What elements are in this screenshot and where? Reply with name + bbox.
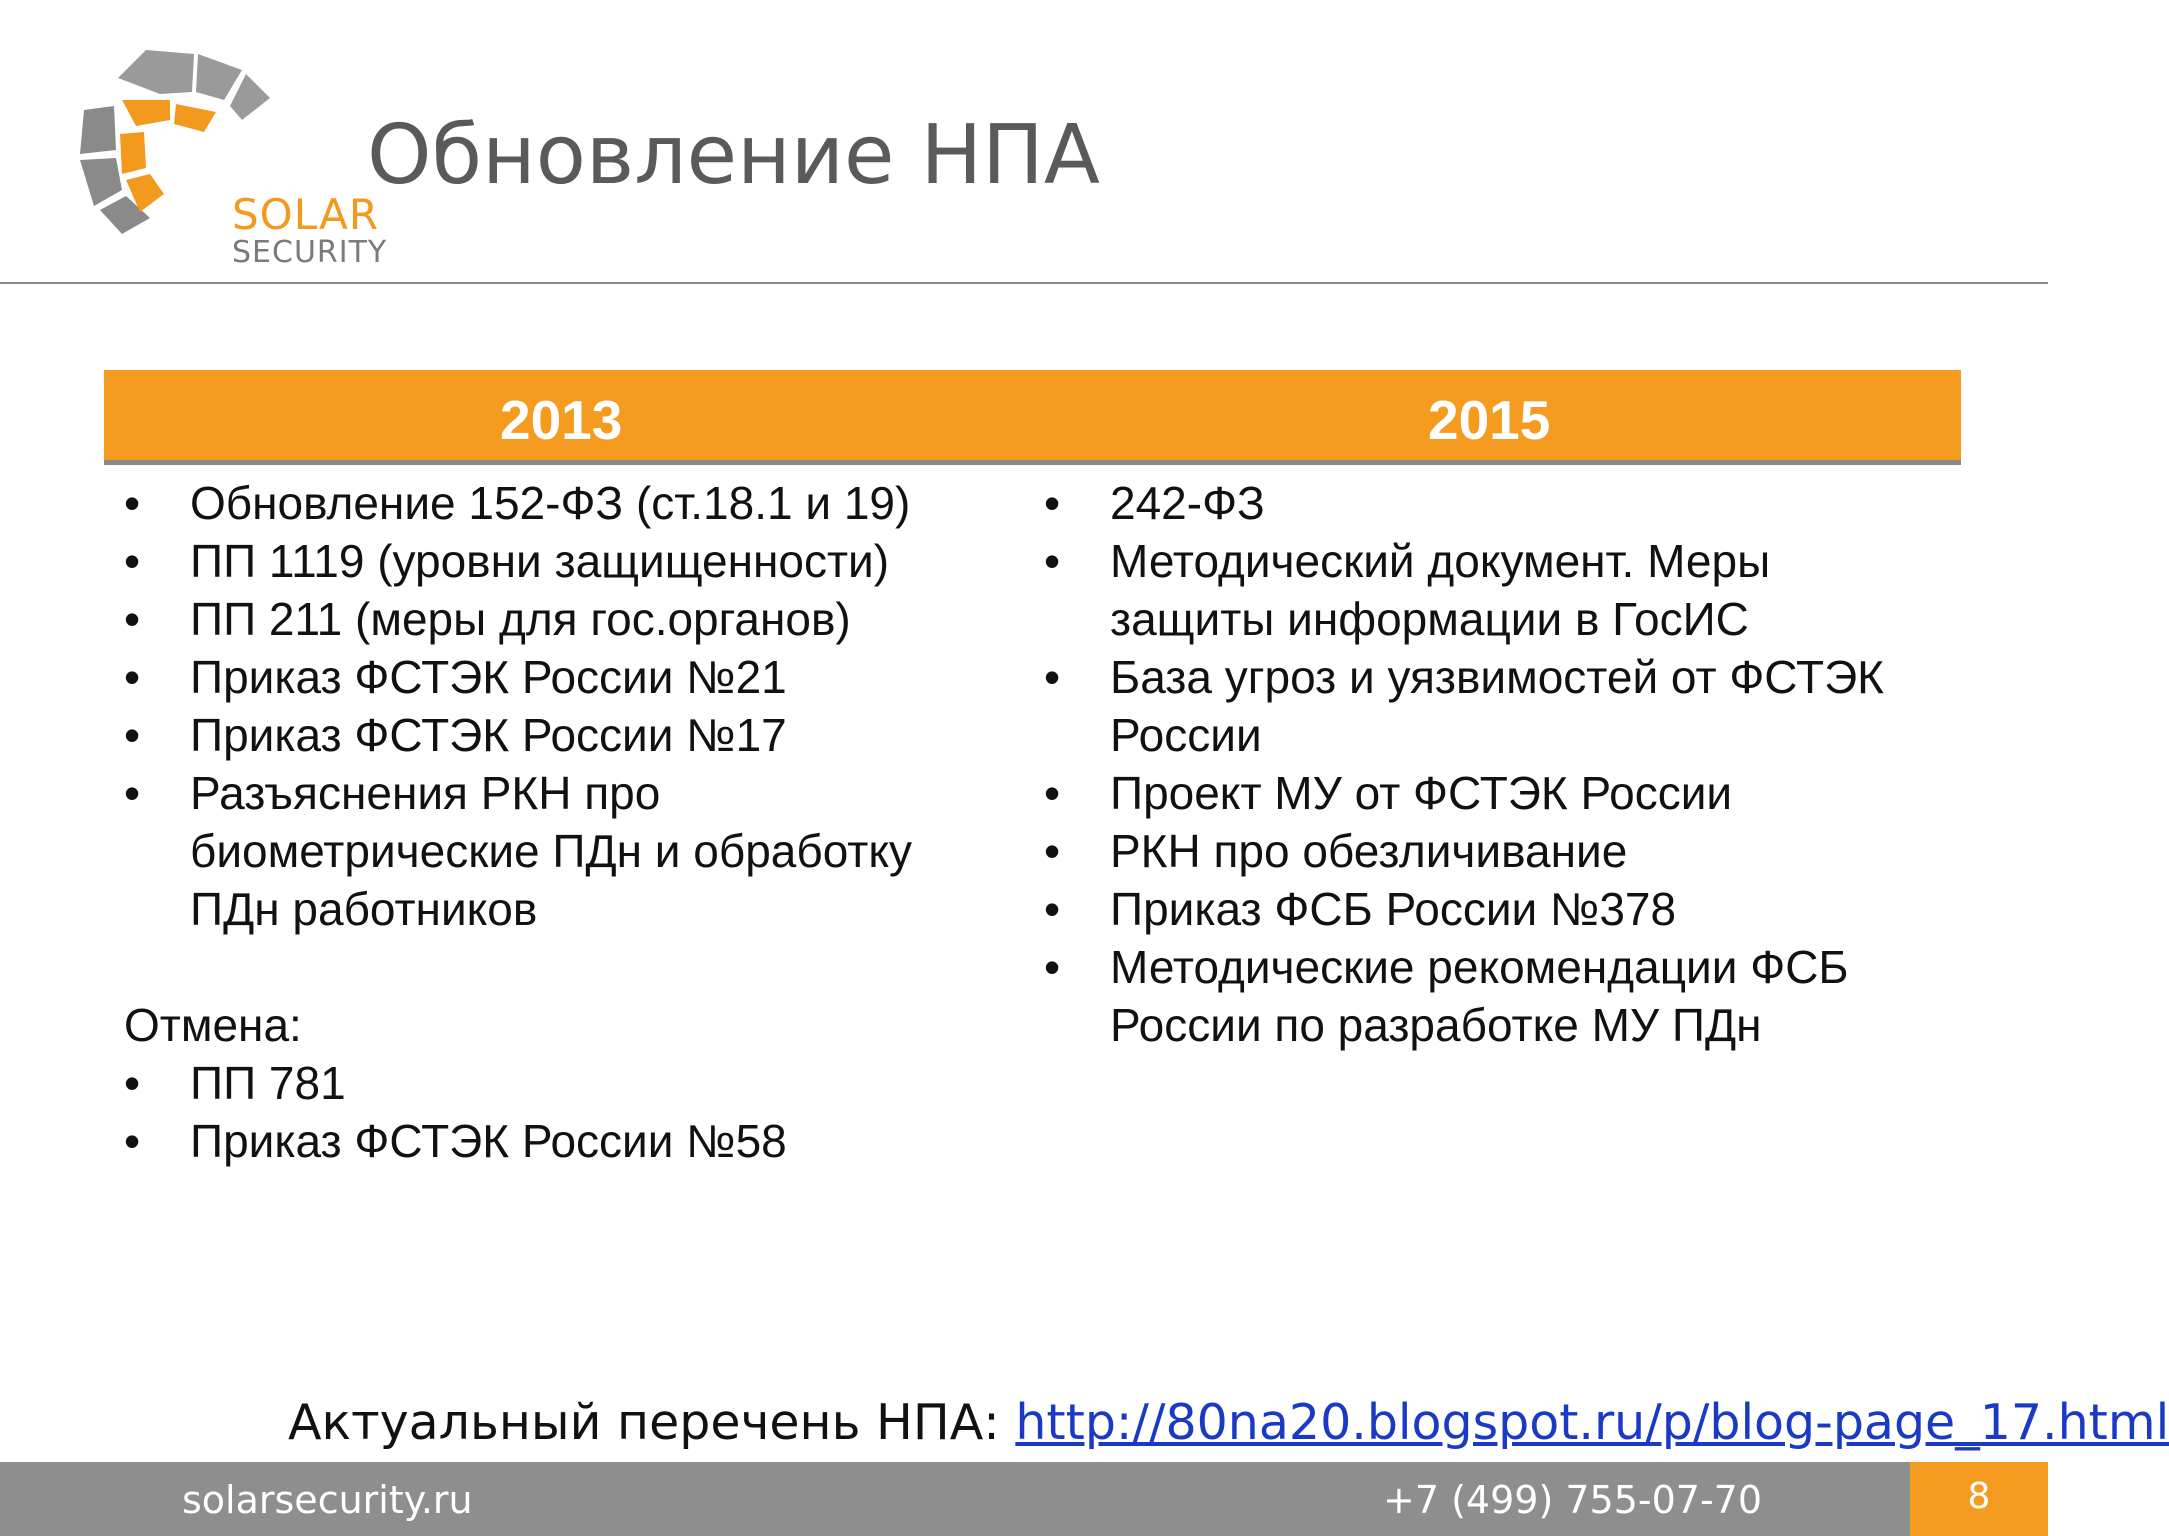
list-item (1044, 822, 1944, 880)
list-2013 (124, 474, 1004, 938)
slide-title: Обновление НПА (367, 108, 1100, 203)
footer-bar (0, 1462, 2048, 1536)
list-item-text: ПП 1119 (уровни защищенности) (190, 535, 890, 587)
footer-website: solarsecurity.ru (182, 1478, 473, 1522)
list-item (1044, 532, 1944, 648)
list-item-text: 242-ФЗ (1110, 477, 1265, 529)
list-item (124, 590, 1004, 648)
list-item-text: База угроз и уязвимостей от ФСТЭК России (1110, 651, 1884, 761)
header-2013: 2013 (500, 389, 623, 451)
list-item (124, 1054, 1004, 1112)
list-item (1044, 938, 1944, 1054)
list-item (1044, 648, 1944, 764)
logo-text (232, 190, 388, 270)
npa-list-link[interactable]: http://80na20.blogspot.ru/p/blog-page_17.html (1015, 1394, 2169, 1451)
bullet-icon: • (1044, 941, 1061, 993)
column-2015 (1044, 474, 1944, 1054)
list-item (124, 648, 1004, 706)
list-item-text: Проект МУ от ФСТЭК России (1110, 767, 1733, 819)
cancel-label: Отмена: (124, 999, 302, 1051)
bullet-icon: • (124, 535, 141, 587)
list-item (124, 474, 1004, 532)
list-item-text: Методический документ. Меры защиты информации в ГосИС (1110, 535, 1771, 645)
list-item-text: Обновление 152-ФЗ (ст.18.1 и 19) (190, 477, 911, 529)
actual-list-line (288, 1394, 2169, 1451)
bullet-icon: • (1044, 883, 1061, 935)
page-number: 8 (1967, 1476, 1991, 1517)
list-item (124, 706, 1004, 764)
bullet-icon: • (124, 651, 141, 703)
page-number-box (1910, 1462, 2048, 1536)
bullet-icon: • (1044, 825, 1061, 877)
list-item-text: Методические рекомендации ФСБ России по разработке МУ ПДн (1110, 941, 1849, 1051)
list-item (1044, 474, 1944, 532)
list-item-text: Приказ ФСТЭК России №58 (190, 1115, 787, 1167)
list-item-text: Приказ ФСТЭК России №21 (190, 651, 787, 703)
bullet-icon: • (1044, 535, 1061, 587)
bullet-icon: • (124, 593, 141, 645)
bullet-icon: • (124, 709, 141, 761)
list-item-text: Разъяснения РКН про биометрические ПДн и обработку ПДн работников (190, 767, 912, 935)
bullet-icon: • (124, 477, 141, 529)
bullet-icon: • (124, 767, 141, 819)
cancel-list (124, 1054, 1004, 1170)
list-item-text: Приказ ФСТЭК России №17 (190, 709, 787, 761)
solar-security-logo (74, 50, 388, 270)
table-header-bar (104, 370, 1961, 465)
list-item-text: РКН про обезличивание (1110, 825, 1628, 877)
list-item-text: ПП 781 (190, 1057, 346, 1109)
list-item-text: ПП 211 (меры для гос.органов) (190, 593, 851, 645)
list-item-text: Приказ ФСБ России №378 (1110, 883, 1677, 935)
list-item (1044, 880, 1944, 938)
footer-phone: +7 (499) 755-07-70 (1383, 1478, 1763, 1522)
list-item (124, 532, 1004, 590)
actual-list-label: Актуальный перечень НПА: (288, 1394, 1016, 1451)
column-2013 (124, 474, 1004, 1170)
list-item (1044, 764, 1944, 822)
bullet-icon: • (1044, 767, 1061, 819)
logo-security-text: SECURITY (232, 235, 388, 270)
bullet-icon: • (1044, 651, 1061, 703)
list-item (124, 1112, 1004, 1170)
header-2015: 2015 (1428, 389, 1551, 451)
list-item (124, 764, 1004, 938)
bullet-icon: • (124, 1057, 141, 1109)
bullet-icon: • (1044, 477, 1061, 529)
logo-solar-text: SOLAR (232, 190, 379, 239)
list-2015 (1044, 474, 1944, 1054)
bullet-icon: • (124, 1115, 141, 1167)
title-divider (0, 282, 2048, 284)
